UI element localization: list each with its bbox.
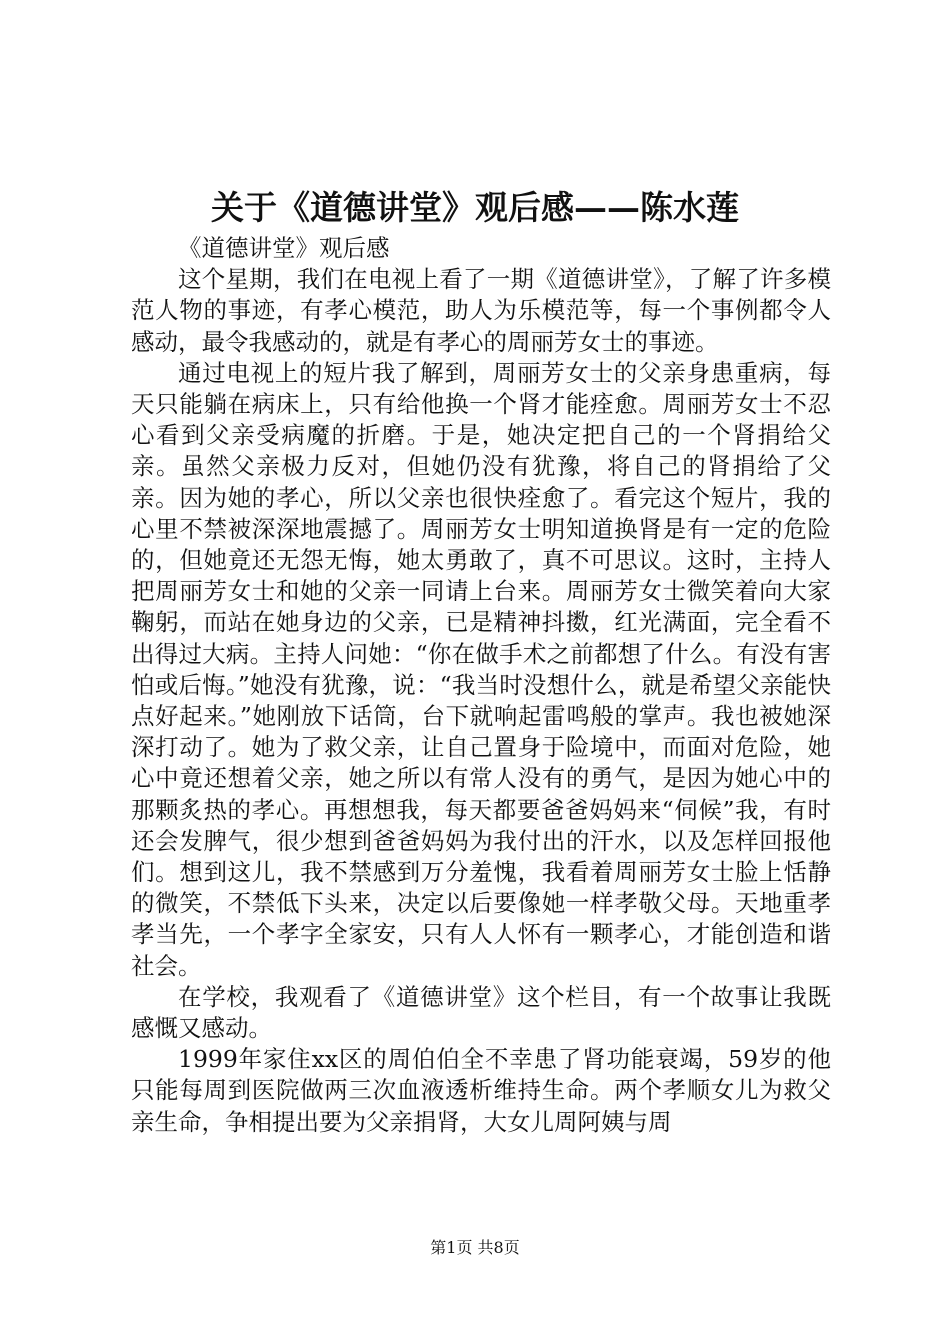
- paragraph-3: 在学校，我观看了《道德讲堂》这个栏目，有一个故事让我既感慨又感动。: [131, 982, 831, 1043]
- document-body: [131, 233, 831, 1138]
- paragraph-4: 1999年家住xx区的周伯伯全不幸患了肾功能衰竭，59岁的他只能每周到医院做两三次血液透析维持生命。两个孝顺女儿为救父亲生命，争相提出要为父亲捐肾，大女儿周阿姨与周: [131, 1045, 831, 1136]
- page-indicator: 第1页 共8页: [430, 1238, 520, 1257]
- paragraph-1: 这个星期，我们在电视上看了一期《道德讲堂》，了解了许多模范人物的事迹，有孝心模范，助人为乐模范等，每一个事例都令人感动，最令我感动的，就是有孝心的周丽芳女士的事迹。: [131, 265, 831, 356]
- document-title: 关于《道德讲堂》观后感——陈水莲: [211, 188, 739, 227]
- paragraph-2: 通过电视上的短片我了解到，周丽芳女士的父亲身患重病，每天只能躺在病床上，只有给他换一个肾才能痊愈。周丽芳女士不忍心看到父亲受病魔的折磨。于是，她决定把自己的一个肾捐给父亲。虽然父亲极力反对，但她仍没有犹豫，将自己的肾捐给了父亲。因为她的孝心，所以父亲也很快痊愈了。看完这个短片，我的心里不禁被深深地震撼了。周丽芳女士明知道换肾是有一定的危险的，但她竟还无怨无悔，她太勇敢了，真不可思议。这时，主持人把周丽芳女士和她的父亲一同请上台来。周丽芳女士微笑着向大家鞠躬，而站在她身边的父亲，已是精神抖擞，红光满面，完全看不出得过大病。主持人问她：“你在做手术之前都想了什么。有没有害怕或后悔。”她没有犹豫，说：“我当时没想什么，就是希望父亲能快点好起来。”她刚放下话筒，台下就响起雷鸣般的掌声。我也被她深深打动了。她为了救父亲，让自己置身于险境中，而面对危险，她心中竟还想着父亲，她之所以有常人没有的勇气，是因为她心中的那颗炙热的孝心。再想想我，每天都要爸爸妈妈来“伺候”我，有时还会发脾气，很少想到爸爸妈妈为我付出的汗水，以及怎样回报他们。想到这儿，我不禁感到万分羞愧，我看着周丽芳女士脸上恬静的微笑，不禁低下头来，决定以后要像她一样孝敬父母。天地重孝孝当先，一个孝字全家安，只有人人怀有一颗孝心，才能创造和谐社会。: [131, 358, 831, 980]
- paragraph-subtitle: 《道德讲堂》观后感: [178, 234, 390, 262]
